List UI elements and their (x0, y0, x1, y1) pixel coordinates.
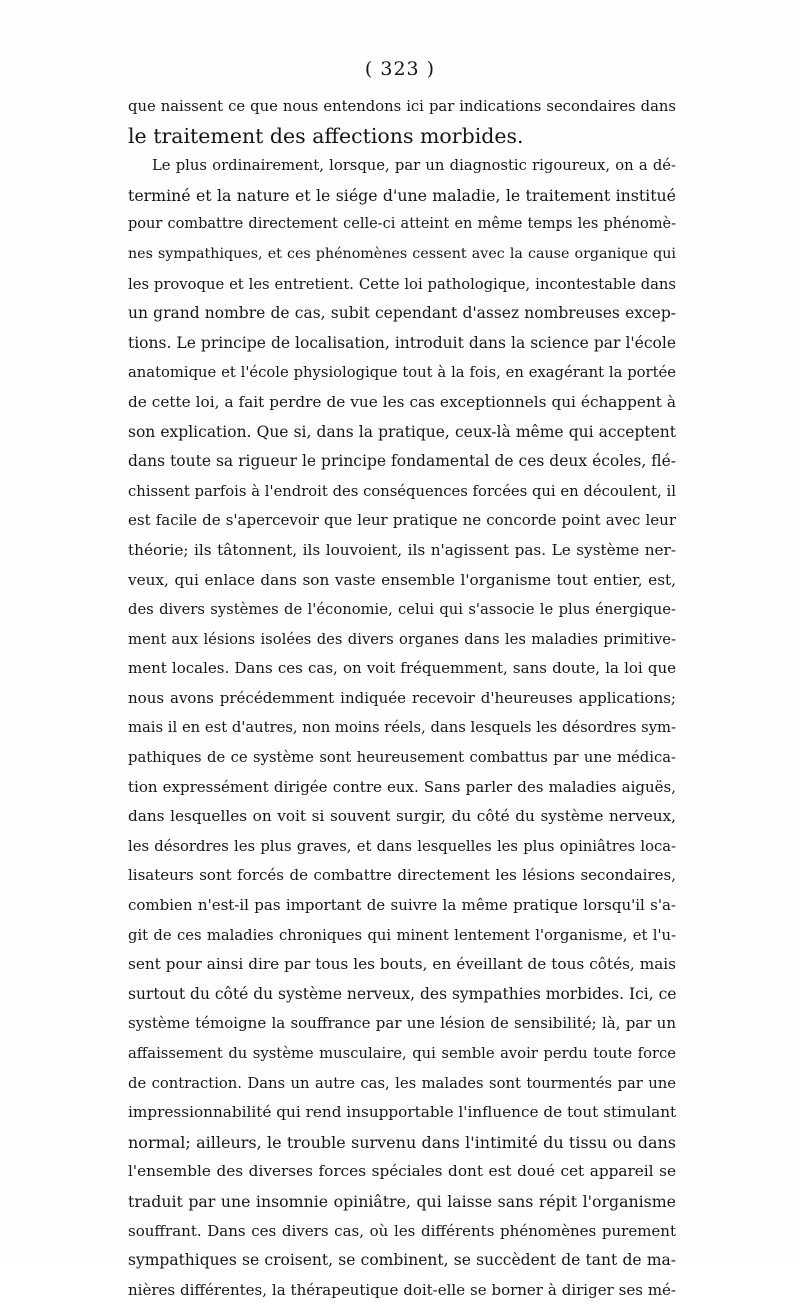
page-number: ( 323 ) (364, 58, 436, 80)
text-line: est facile de s'apercevoir que leur pratique ne concorde point avec leur (128, 511, 676, 530)
text-line: que naissent ce que nous entendons ici par indications secondaires dans (128, 98, 676, 115)
text-line: Le plus ordinairement, lorsque, par un diagnostic rigoureux, on a dé- (152, 157, 676, 175)
text-line: lisateurs sont forcés de combattre directement les lésions secondaires, (128, 866, 676, 885)
text-line: veux, qui enlace dans son vaste ensemble l'organisme tout entier, est, (128, 570, 676, 589)
text-line: système témoigne la souffrance par une lésion de sensibilité; là, par un (128, 1014, 676, 1033)
text-line: combien n'est-il pas important de suivre la même pratique lorsqu'il s'a- (128, 896, 676, 915)
text-line: affaissement du système musculaire, qui semble avoir perdu toute force (128, 1045, 676, 1062)
text-line: ment aux lésions isolées des divers organes dans les maladies primitive- (128, 630, 676, 648)
text-line: nes sympathiques, et ces phénomènes cessent avec la cause organique qui (128, 245, 676, 262)
text-line: sympathiques se croisent, se combinent, se succèdent de tant de ma- (128, 1251, 676, 1270)
text-line: théorie; ils tâtonnent, ils louvoient, ils n'agissent pas. Le système ner- (128, 540, 676, 559)
text-line: des divers systèmes de l'économie, celui qui s'associe le plus énergique- (128, 601, 676, 619)
text-line: souffrant. Dans ces divers cas, où les différents phénomènes purement (128, 1221, 676, 1240)
text-line: pour combattre directement celle-ci atteint en même temps les phénomè- (128, 216, 676, 233)
text-line: chissent parfois à l'endroit des conséquences forcées qui en découlent, il (128, 482, 676, 500)
body-text (128, 92, 676, 1305)
text-line: nous avons précédemment indiquée recevoir d'heureuses applications; (128, 688, 676, 707)
text-line: git de ces maladies chroniques qui minent lentement l'organisme, et l'u- (128, 926, 676, 944)
text-line: de contraction. Dans un autre cas, les malades sont tourmentés par une (128, 1074, 676, 1092)
text-line: le traitement des affections morbides. (128, 123, 524, 148)
text-line: les désordres les plus graves, et dans lesquelles les plus opiniâtres loca- (128, 837, 676, 855)
text-line: un grand nombre de cas, subit cependant d'assez nombreuses excep- (128, 304, 676, 323)
text-line: impressionnabilité qui rend insupportable l'influence de tout stimulant (128, 1103, 676, 1122)
text-line: dans lesquelles on voit si souvent surgir, du côté du système nerveux, (128, 807, 676, 826)
text-line: sent pour ainsi dire par tous les bouts, en éveillant de tous côtés, mais (128, 955, 676, 974)
text-line: son explication. Que si, dans la pratique, ceux-là même qui acceptent (128, 422, 676, 441)
text-line: mais il en est d'autres, non moins réels, dans lesquels les désordres sym- (128, 719, 676, 737)
text-line: normal; ailleurs, le trouble survenu dans l'intimité du tissu ou dans (128, 1132, 676, 1152)
text-line: de cette loi, a fait perdre de vue les cas exceptionnels qui échappent à (128, 392, 676, 411)
text-line: pathiques de ce système sont heureusement combattus par une médica- (128, 749, 676, 767)
text-line: nières différentes, la thérapeutique doit-elle se borner à diriger ses mé- (128, 1280, 676, 1299)
text-line: anatomique et l'école physiologique tout à la fois, en exagérant la portée (128, 364, 676, 382)
text-line: l'ensemble des diverses forces spéciales dont est doué cet appareil se (128, 1162, 676, 1181)
text-line: dans toute sa rigueur le principe fondamental de ces deux écoles, flé- (128, 452, 676, 471)
text-line: surtout du côté du système nerveux, des sympathies morbides. Ici, ce (128, 984, 676, 1003)
text-line: traduit par une insomnie opiniâtre, qui laisse sans répit l'organisme (128, 1191, 676, 1211)
text-line: tion expressément dirigée contre eux. Sans parler des maladies aiguës, (128, 777, 676, 796)
text-line: ment locales. Dans ces cas, on voit fréquemment, sans doute, la loi que (128, 659, 676, 678)
text-line: les provoque et les entretient. Cette loi pathologique, incontestable dans (128, 275, 676, 293)
text-line: terminé et la nature et le siége d'une maladie, le traitement institué (128, 185, 676, 205)
text-line: tions. Le principe de localisation, introduit dans la science par l'école (128, 333, 676, 352)
